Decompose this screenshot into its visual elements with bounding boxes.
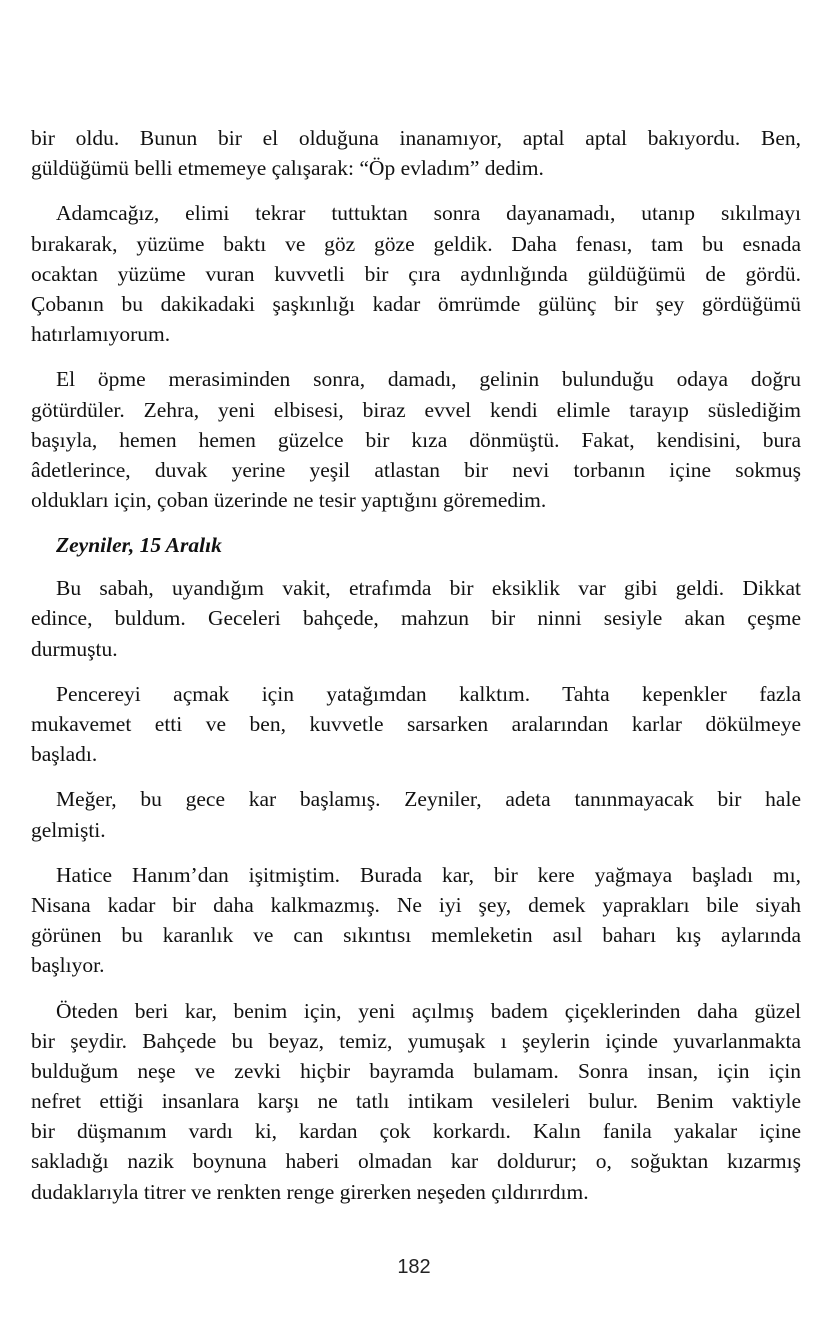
page-number: 182 [397, 1256, 431, 1278]
text-line: Öteden beri kar, benim için, yeni açılmış badem çiçeklerinden daha güzel [56, 998, 801, 1023]
text-line: ocaktan yüzüme vuran kuvvetli bir çıra aydınlığında güldüğümü de gördü. [31, 261, 801, 286]
text-line: Hatice Hanım’dan işitmiştim. Burada kar, bir kere yağmaya başladı mı, [56, 862, 801, 887]
text-line: bir oldu. Bunun bir el olduğuna inanamıyor, aptal aptal bakıyordu. Ben, [31, 126, 801, 150]
text-line: durmuştu. [31, 636, 118, 661]
text-line: Meğer, bu gece kar başlamış. Zeyniler, adeta tanınmayacak bir hale [56, 787, 801, 812]
text-line: götürdüler. Zehra, yeni elbisesi, biraz evvel kendi elimle tarayıp süslediğim [31, 397, 801, 422]
text-line: başladı. [31, 742, 98, 767]
text-line: âdetlerince, duvak yerine yeşil atlastan bir nevi torbanın içine sokmuş [31, 457, 801, 482]
text-line: Pencereyi açmak için yatağımdan kalktım. Tahta kepenkler fazla [56, 681, 801, 706]
text-line: gelmişti. [31, 817, 106, 842]
text-line: sakladığı nazik boynuna haberi olmadan kar doldurur; o, soğuktan kızarmış [31, 1149, 801, 1174]
paragraph [31, 364, 801, 515]
paragraph [31, 573, 801, 664]
text-line: edince, buldum. Geceleri bahçede, mahzun bir ninni sesiyle akan çeşme [31, 606, 801, 631]
text-line: dudaklarıyla titrer ve renkten renge girerken neşeden çıldırırdım. [31, 1179, 589, 1204]
text-line: görünen bu karanlık ve can sıkıntısı memleketin asıl baharı kış aylarında [31, 923, 801, 948]
text-line: Nisana kadar bir daha kalkmazmış. Ne iyi şey, demek yaprakları bile siyah [31, 892, 801, 917]
text-line: mukavemet etti ve ben, kuvvetle sarsarken aralarından karlar dökülmeye [31, 712, 801, 736]
paragraph [31, 679, 801, 770]
paragraph [31, 860, 801, 981]
paragraph [31, 996, 801, 1207]
text-line: nefret ettiği insanlara karşı ne tatlı intikam vesileleri bulur. Benim vaktiyle [31, 1089, 801, 1114]
text-line: bulduğum neşe ve zevki hiçbir bayramda bulamam. Sonra insan, için için [31, 1058, 801, 1083]
text-line: başıyla, hemen hemen güzelce bir kıza dönmüştü. Fakat, kendisini, bura [31, 427, 801, 452]
paragraph [31, 784, 801, 844]
text-line: başlıyor. [31, 953, 105, 978]
text-line: El öpme merasiminden sonra, damadı, gelinin bulunduğu odaya doğru [56, 367, 801, 392]
paragraph [31, 198, 801, 349]
text-line: hatırlamıyorum. [31, 322, 171, 347]
text-line: oldukları için, çoban üzerinde ne tesir yaptığını göremedim. [31, 488, 547, 513]
section-heading: Zeyniler, 15 Aralık [56, 533, 222, 558]
text-line: bırakarak, yüzüme baktı ve göz göze geldik. Daha fenası, tam bu esnada [31, 231, 801, 256]
text-line: bir şeydir. Bahçede bu beyaz, temiz, yumuşak ı şeylerin içinde yuvarlanmakta [31, 1028, 801, 1053]
text-line: Çobanın bu dakikadaki şaşkınlığı kadar ömrümde gülünç bir şey gördüğümü [31, 291, 801, 316]
text-line: Bu sabah, uyandığım vakit, etrafımda bir eksiklik var gibi geldi. Dikkat [56, 576, 801, 601]
text-line: bir düşmanım vardı ki, kardan çok korkardı. Kalın fanila yakalar içine [31, 1119, 801, 1144]
text-line: güldüğümü belli etmemeye çalışarak: “Öp evladım” dedim. [31, 156, 544, 181]
page-body [31, 123, 801, 1222]
text-line: Adamcağız, elimi tekrar tuttuktan sonra dayanamadı, utanıp sıkılmayı [56, 201, 801, 226]
paragraph [31, 123, 801, 183]
